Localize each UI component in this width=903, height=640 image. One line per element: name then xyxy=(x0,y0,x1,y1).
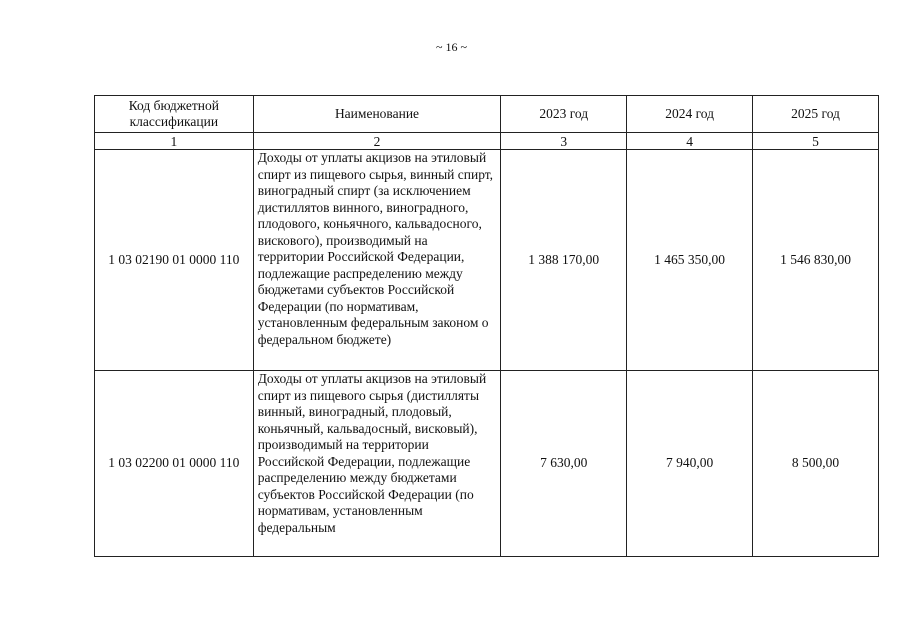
column-number-row xyxy=(95,133,879,150)
header-2024: 2024 год xyxy=(627,96,753,133)
amount-2024: 7 940,00 xyxy=(627,371,753,557)
header-name: Наименование xyxy=(253,96,501,133)
amount-2023: 7 630,00 xyxy=(501,371,627,557)
amount-2023: 1 388 170,00 xyxy=(501,150,627,371)
table-header-row xyxy=(95,96,879,133)
header-2023: 2023 год xyxy=(501,96,627,133)
amount-2025: 8 500,00 xyxy=(753,371,879,557)
income-name-cell xyxy=(253,371,501,557)
header-2025: 2025 год xyxy=(753,96,879,133)
page-number: ~ 16 ~ xyxy=(436,40,467,54)
column-number: 1 xyxy=(95,133,254,150)
table-row xyxy=(95,371,879,557)
income-name: Доходы от уплаты акцизов на этиловый спирт из пищевого сырья (дистилляты винный, виноградный, плодовый, коньячный, кальвадосный, висковый), производимый на территории Российской Федерации, подлежащие распределению между бюджетами субъектов Российской Федерации (по нормативам, установленным федеральным xyxy=(257,371,487,535)
amount-2024: 1 465 350,00 xyxy=(627,150,753,371)
table-row xyxy=(95,150,879,371)
budget-table xyxy=(94,95,879,557)
budget-code: 1 03 02190 01 0000 110 xyxy=(95,150,254,371)
column-number: 5 xyxy=(753,133,879,150)
amount-2025: 1 546 830,00 xyxy=(753,150,879,371)
column-number: 4 xyxy=(627,133,753,150)
income-name: Доходы от уплаты акцизов на этиловый спирт из пищевого сырья, винный спирт, виноградный спирт (за исключением дистиллятов винного, виноградного, плодового, коньячного, кальвадосного, вискового), производимый на территории Российской Федерации, подлежащие распределению между бюджетами субъектов Российской Федерации (по нормативам, установленным федеральным законом о федеральном бюджете) xyxy=(253,150,501,371)
column-number: 3 xyxy=(501,133,627,150)
column-number: 2 xyxy=(253,133,501,150)
header-code: Код бюджетной классификации xyxy=(95,96,254,133)
budget-code: 1 03 02200 01 0000 110 xyxy=(95,371,254,557)
